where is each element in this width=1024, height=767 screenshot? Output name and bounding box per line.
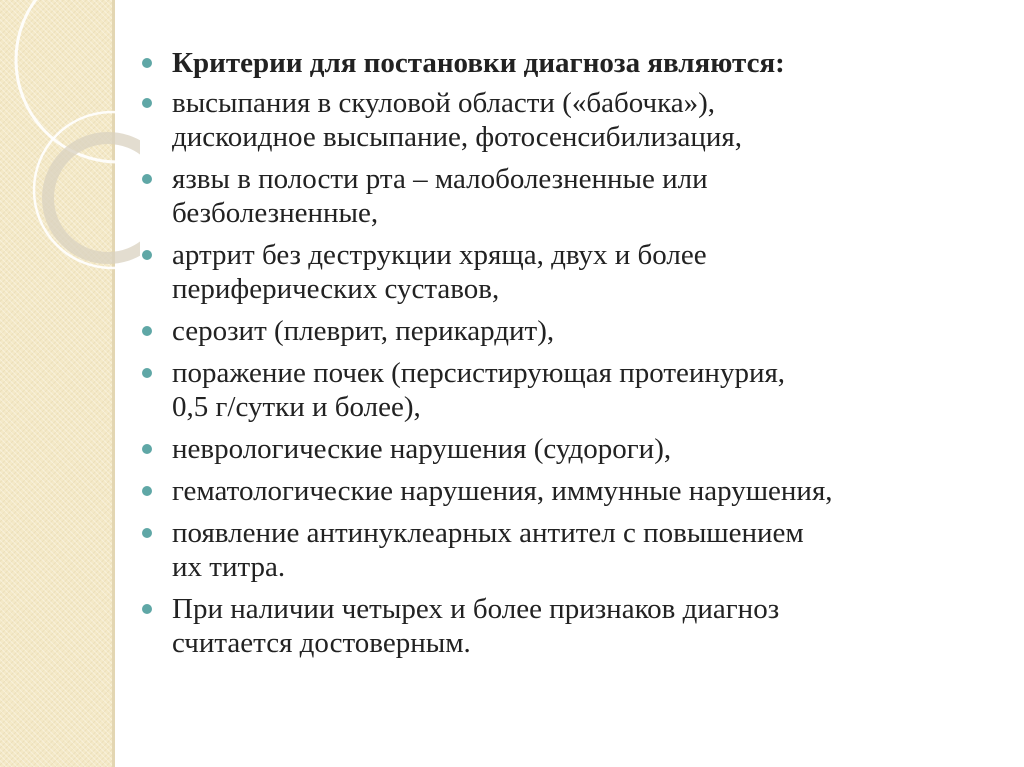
list-item-text: артрит без деструкции хряща, двух и более периферических суставов,	[172, 239, 707, 305]
list-item	[140, 238, 1000, 306]
list-item	[140, 162, 1000, 230]
list-item-text: серозит (плеврит, перикардит),	[172, 315, 555, 347]
bullet-dot-icon	[142, 326, 152, 336]
bullet-dot-icon	[142, 250, 152, 260]
list-item-text: гематологические нарушения, иммунные нарушения,	[172, 475, 833, 507]
bullet-dot-icon	[142, 368, 152, 378]
list-item	[140, 516, 1000, 584]
list-item-text: неврологические нарушения (судороги),	[172, 433, 672, 465]
list-item-text: поражение почек (персистирующая протеинурия, 0,5 г/сутки и более),	[172, 357, 786, 423]
list-item-text: высыпания в скуловой области («бабочка»), дискоидное высыпание, фотосенсибилизация,	[172, 87, 743, 153]
bullet-dot-icon	[142, 174, 152, 184]
slide-content	[140, 46, 1000, 668]
list-item	[140, 86, 1000, 154]
list-item	[140, 46, 1000, 80]
bullet-dot-icon	[142, 444, 152, 454]
bullet-dot-icon	[142, 604, 152, 614]
list-item	[140, 474, 1000, 508]
list-item-heading: Критерии для постановки диагноза являются:	[172, 47, 785, 79]
list-item	[140, 356, 1000, 424]
list-item	[140, 432, 1000, 466]
bullet-dot-icon	[142, 98, 152, 108]
list-item-text: появление антинуклеарных антител с повышением их титра.	[172, 517, 804, 583]
list-item-text: язвы в полости рта – малоболезненные или безболезненные,	[172, 163, 708, 229]
list-item	[140, 314, 1000, 348]
bullet-dot-icon	[142, 58, 152, 68]
list-item	[140, 592, 1000, 660]
bullet-dot-icon	[142, 486, 152, 496]
criteria-list	[140, 46, 1000, 660]
bullet-dot-icon	[142, 528, 152, 538]
list-item-text: При наличии четырех и более признаков диагноз считается достоверным.	[172, 593, 780, 659]
decorative-circles	[0, 0, 140, 330]
